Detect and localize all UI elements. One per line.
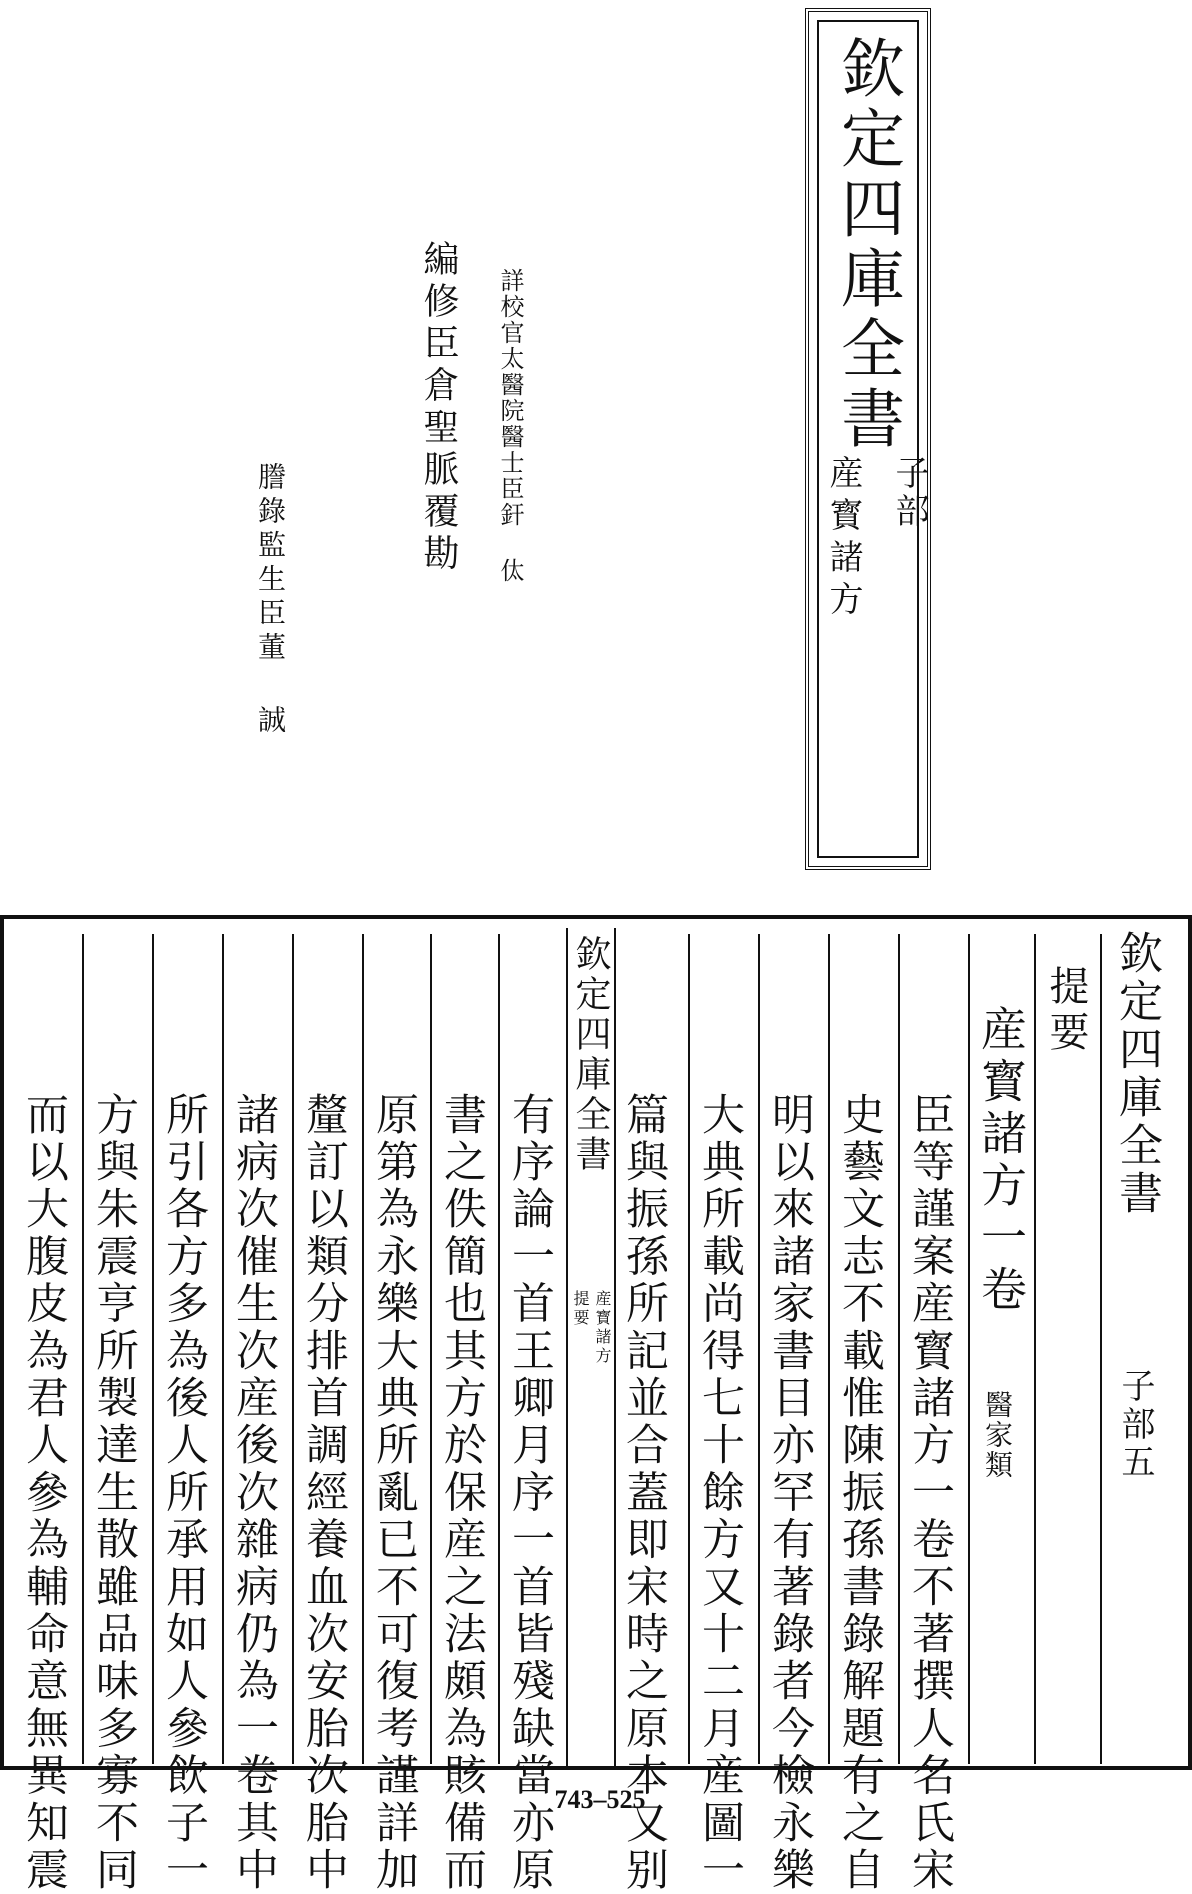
spine-title: 欽定四庫全書 — [570, 935, 611, 1175]
spine-subtitle: 産寳諸方 — [593, 1290, 612, 1366]
text-column-11: 所引各方多為後人所承用如人參飲子一 — [159, 1092, 209, 1894]
text-column-4: 大典所載尚得七十餘方又十二月産圖一 — [695, 1092, 745, 1894]
page-number: 743–525 — [554, 1785, 646, 1814]
text-column-1: 臣等謹案産寳諸方一卷不著撰人名氏宋 — [905, 1092, 955, 1894]
page-book-title: 産寳諸方一卷 — [974, 1005, 1028, 1317]
text-column-5: 篇與振孫所記並合蓋即宋時之原本又别 — [619, 1092, 669, 1894]
spine-label: 提要 — [571, 1290, 590, 1328]
collection-title: 欽定四庫全書 — [830, 35, 904, 455]
page-section-label: 子部五 — [1115, 1368, 1155, 1482]
text-column-12: 方與朱震亨所製達生散雖品味多寡不同 — [89, 1092, 139, 1894]
text-column-13: 而以大腹皮為君人參為輔命意無異知震 — [19, 1092, 69, 1894]
text-column-10: 諸病次催生次産後次雜病仍為一卷其中 — [229, 1092, 279, 1894]
text-column-9: 釐訂以類分排首調經養血次安胎次胎中 — [299, 1092, 349, 1894]
collator-credit: 詳校官太醫院醫士臣釬 㑀 — [496, 268, 524, 584]
copyist-credit: 謄錄監生臣董 誠 — [254, 462, 287, 739]
section-label: 子部 — [889, 455, 929, 531]
page-category: 醫家類 — [981, 1390, 1014, 1480]
text-column-6: 有序論一首王卿月序一首皆殘缺當亦原 — [505, 1092, 555, 1894]
text-column-8: 原第為永樂大典所亂已不可復考謹詳加 — [369, 1092, 419, 1894]
page-heading: 提要 — [1043, 965, 1089, 1057]
compiler-credit: 編修臣倉聖脈覆勘 — [418, 240, 459, 576]
text-column-7: 書之佚簡也其方於保産之法頗為賅備而 — [437, 1092, 487, 1894]
page-collection-title: 欽定四庫全書 — [1111, 930, 1162, 1218]
book-title: 産寳諸方 — [823, 455, 863, 623]
text-column-3: 明以來諸家書目亦罕有著錄者今檢永樂 — [765, 1092, 815, 1894]
text-column-2: 史藝文志不載惟陳振孫書錄解題有之自 — [835, 1092, 885, 1894]
